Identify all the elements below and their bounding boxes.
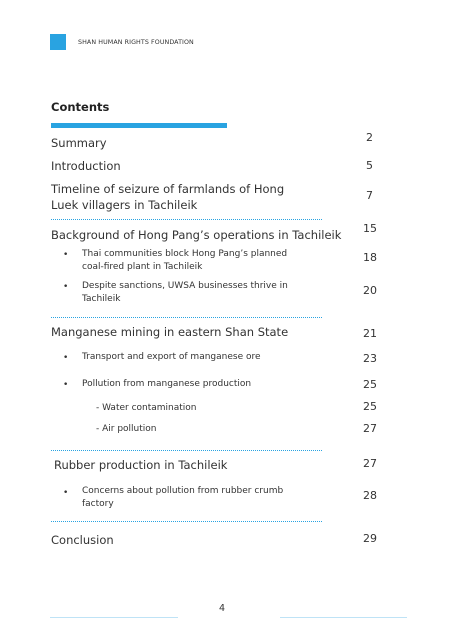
section-divider (51, 219, 322, 220)
toc-entry-transport-export[interactable]: Transport and export of manganese ore (82, 352, 261, 362)
page-number: 4 (219, 603, 226, 614)
toc-entry-summary[interactable]: Summary (51, 136, 107, 150)
toc-entry-thai-communities-line2[interactable]: coal-fired plant in Tachileik (82, 262, 203, 272)
toc-entry-timeline-line1[interactable]: Timeline of seizure of farmlands of Hong (51, 182, 285, 196)
contents-heading: Contents (51, 100, 110, 114)
toc-page-pollution-manganese: 25 (363, 378, 377, 391)
footer-line-right (280, 617, 407, 618)
organization-name: SHAN HUMAN RIGHTS FOUNDATION (78, 39, 194, 46)
toc-entry-background[interactable]: Background of Hong Pang’s operations in Tachileik (51, 228, 342, 242)
toc-entry-water-contamination[interactable]: - Water contamination (96, 403, 197, 413)
toc-page-rubber-crumb: 28 (363, 489, 377, 502)
toc-entry-pollution-manganese[interactable]: Pollution from manganese production (82, 379, 252, 389)
toc-entry-uwsa-line1[interactable]: Despite sanctions, UWSA businesses thrive in (82, 281, 288, 291)
toc-entry-introduction[interactable]: Introduction (51, 159, 121, 173)
toc-entry-rubber-crumb-line1[interactable]: Concerns about pollution from rubber crumb (82, 486, 284, 496)
toc-entry-thai-communities-line1[interactable]: Thai communities block Hong Pang’s planned (82, 249, 288, 259)
toc-entry-rubber-production[interactable]: Rubber production in Tachileik (54, 458, 228, 472)
toc-page-conclusion: 29 (363, 532, 377, 545)
toc-entry-uwsa-line2[interactable]: Tachileik (82, 294, 121, 304)
toc-entry-timeline-line2[interactable]: Luek villagers in Tachileik (51, 198, 198, 212)
toc-entry-manganese-mining[interactable]: Manganese mining in eastern Shan State (51, 325, 289, 339)
toc-page-introduction: 5 (366, 159, 373, 172)
toc-entry-air-pollution[interactable]: - Air pollution (96, 424, 157, 434)
toc-entry-conclusion[interactable]: Conclusion (51, 533, 114, 547)
footer-line-left (50, 617, 178, 618)
toc-page-background: 15 (363, 222, 377, 235)
toc-page-timeline: 7 (366, 189, 373, 202)
contents-accent-bar (51, 123, 227, 128)
toc-page-air-pollution: 27 (363, 422, 377, 435)
toc-page-thai-communities: 18 (363, 251, 377, 264)
brand-logo-square (50, 34, 66, 50)
bullet: • (63, 488, 69, 498)
section-divider (51, 521, 322, 522)
toc-page-uwsa: 20 (363, 284, 377, 297)
toc-page-summary: 2 (366, 131, 373, 144)
toc-page-rubber-production: 27 (363, 457, 377, 470)
bullet: • (63, 353, 69, 363)
section-divider (51, 450, 322, 451)
toc-page-transport-export: 23 (363, 352, 377, 365)
section-divider (51, 317, 322, 318)
bullet: • (63, 250, 69, 260)
toc-entry-rubber-crumb-line2[interactable]: factory (82, 499, 114, 509)
toc-page-manganese-mining: 21 (363, 327, 377, 340)
bullet: • (63, 380, 69, 390)
bullet: • (63, 282, 69, 292)
toc-page-water-contamination: 25 (363, 400, 377, 413)
